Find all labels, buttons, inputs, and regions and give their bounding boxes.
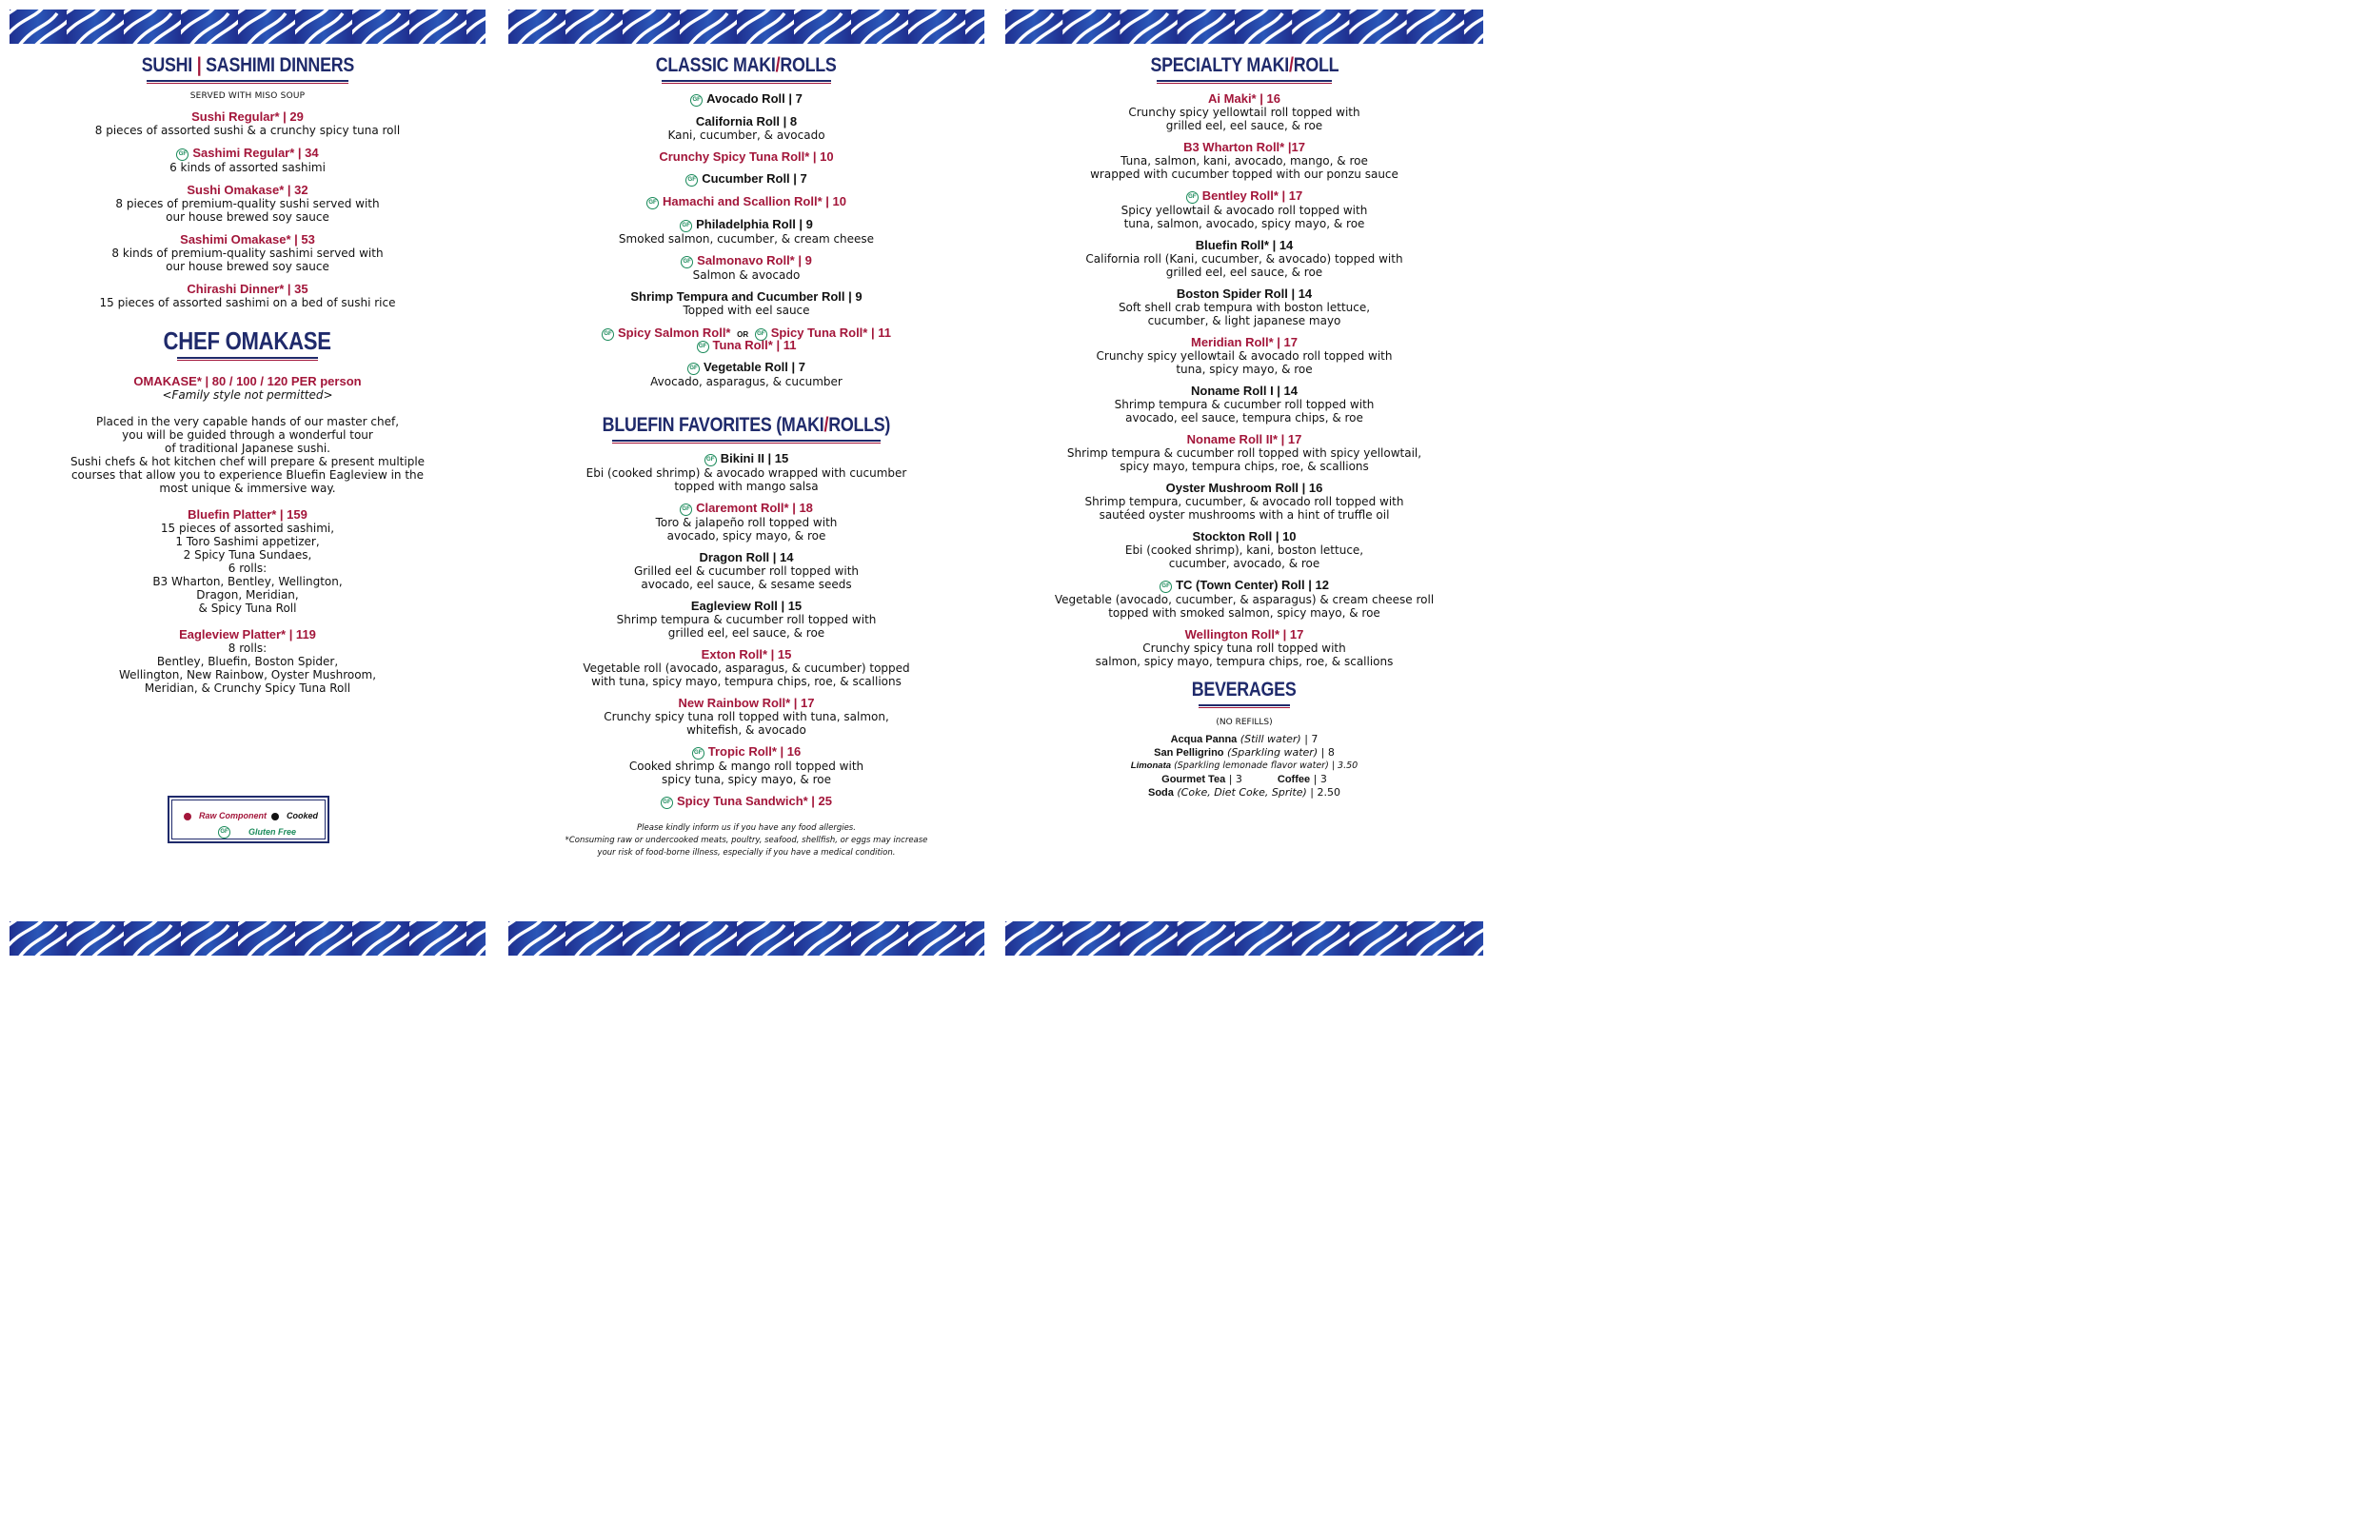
wave-banner-top bbox=[10, 10, 486, 44]
menu-item bbox=[10, 628, 486, 695]
section-heading-sushi bbox=[10, 53, 486, 84]
item-name: Philadelphia Roll | 9 bbox=[696, 217, 813, 231]
item-description: Ebi (cooked shrimp) & avocado wrapped with cucumber bbox=[585, 466, 907, 480]
item-name: TC (Town Center) Roll | 12 bbox=[1176, 578, 1329, 592]
menu-item bbox=[1005, 239, 1483, 279]
item-name: Sashimi Regular* | 34 bbox=[192, 146, 319, 160]
item-description: whitefish, & avocado bbox=[686, 723, 806, 737]
item-description: spicy tuna, spicy mayo, & roe bbox=[661, 773, 831, 786]
heading-text: ROLL bbox=[1293, 54, 1339, 76]
omakase-price: OMAKASE* | 80 / 100 / 120 PER person bbox=[133, 374, 362, 388]
item-description: Smoked salmon, cucumber, & cream cheese bbox=[618, 232, 875, 246]
item-description: Shrimp tempura & cucumber roll topped with spicy yellowtail, bbox=[1066, 446, 1422, 460]
item-description: wrapped with cucumber topped with our ponzu sauce bbox=[1090, 168, 1398, 181]
item-description: tuna, spicy mayo, & roe bbox=[1176, 363, 1313, 376]
menu-item bbox=[508, 290, 984, 317]
gluten-free-icon: GF bbox=[218, 826, 230, 839]
menu-item bbox=[508, 648, 984, 688]
heading-separator: / bbox=[1288, 54, 1294, 76]
item-description: Cooked shrimp & mango roll topped with bbox=[628, 760, 864, 773]
item-name: B3 Wharton Roll* |17 bbox=[1183, 140, 1305, 154]
menu-item bbox=[508, 452, 984, 493]
item-name: Hamachi and Scallion Roll* | 10 bbox=[663, 194, 846, 208]
item-description: California roll (Kani, cucumber, & avocado) topped with bbox=[1085, 252, 1403, 266]
menu-item bbox=[508, 745, 984, 786]
item-description: Avocado, asparagus, & cucumber bbox=[650, 375, 843, 388]
menu-item bbox=[1005, 482, 1483, 522]
item-description: grilled eel, eel sauce, & roe bbox=[667, 626, 825, 640]
beverage-item: Acqua Panna (Still water) | 7 bbox=[1170, 733, 1319, 745]
heading-underline bbox=[147, 80, 348, 84]
section-heading-chef-omakase bbox=[10, 326, 486, 361]
item-description: 6 kinds of assorted sashimi bbox=[169, 161, 326, 174]
item-description: 15 pieces of assorted sashimi on a bed of sushi rice bbox=[99, 296, 396, 309]
item-description: topped with smoked salmon, spicy mayo, & roe bbox=[1108, 606, 1380, 620]
heading-text: BEVERAGES bbox=[1192, 679, 1297, 701]
item-name: Dragon Roll | 14 bbox=[699, 550, 794, 564]
served-note: SERVED WITH MISO SOUP bbox=[189, 91, 306, 101]
omakase-note: <Family style not permitted> bbox=[162, 388, 333, 402]
heading-text: CLASSIC MAKI bbox=[656, 54, 776, 76]
item-name: Ai Maki* | 16 bbox=[1208, 91, 1280, 106]
item-description: salmon, spicy mayo, tempura chips, roe, & scallions bbox=[1095, 655, 1394, 668]
gluten-free-icon: GF bbox=[704, 454, 717, 466]
item-description: Toro & jalapeño roll topped with bbox=[655, 516, 838, 529]
item-name: Tropic Roll* | 16 bbox=[707, 744, 802, 759]
beverage-item: San Pelligrino (Sparkling water) | 8 bbox=[1154, 746, 1335, 759]
heading-underline bbox=[1199, 704, 1290, 708]
item-description: tuna, salmon, avocado, spicy mayo, & roe bbox=[1123, 217, 1365, 230]
menu-item bbox=[508, 195, 984, 209]
omakase-description: Placed in the very capable hands of our master chef, you will be guided through a wonderful tour of traditional Japanese sushi. Sushi chefs & hot kitchen chef will prepare & present multiple courses that allow you to experience Bluefin Eagleview in the most unique & immersive way. bbox=[69, 415, 426, 495]
menu-item bbox=[508, 795, 984, 809]
item-description: Shrimp tempura & cucumber roll topped with bbox=[1114, 398, 1375, 411]
item-name: Shrimp Tempura and Cucumber Roll | 9 bbox=[630, 289, 863, 304]
item-description: 15 pieces of assorted sashimi, bbox=[160, 522, 335, 535]
item-description: sautéed oyster mushrooms with a hint of truffle oil bbox=[1099, 508, 1390, 522]
item-name: Salmonavo Roll* | 9 bbox=[697, 253, 812, 267]
section-heading-classic bbox=[508, 53, 984, 84]
favorites-list bbox=[508, 452, 984, 809]
menu-item bbox=[1005, 189, 1483, 230]
heading-text: SASHIMI DINNERS bbox=[205, 54, 354, 76]
item-description: avocado, eel sauce, & sesame seeds bbox=[641, 578, 852, 591]
heading-separator: | bbox=[196, 54, 202, 76]
menu-item bbox=[508, 172, 984, 187]
item-name: Vegetable Roll | 7 bbox=[704, 360, 805, 374]
item-description: Tuna, salmon, kani, avocado, mango, & roe bbox=[1121, 154, 1368, 168]
or-label: OR bbox=[737, 330, 749, 339]
menu-item bbox=[508, 697, 984, 737]
menu-item bbox=[10, 233, 486, 273]
menu-item bbox=[508, 150, 984, 164]
heading-underline bbox=[662, 80, 831, 84]
dinner-list bbox=[10, 110, 486, 309]
item-description: grilled eel, eel sauce, & roe bbox=[1165, 266, 1323, 279]
gluten-free-icon: GF bbox=[602, 328, 614, 341]
item-description: Dragon, Meridian, bbox=[196, 588, 299, 602]
item-description: cucumber, avocado, & roe bbox=[1168, 557, 1320, 570]
item-name: Claremont Roll* | 18 bbox=[696, 501, 813, 515]
item-name: Cucumber Roll | 7 bbox=[702, 171, 807, 186]
heading-separator: / bbox=[775, 54, 781, 76]
menu-item bbox=[10, 283, 486, 309]
specialty-roll-list bbox=[1005, 92, 1483, 668]
no-refills-note: (NO REFILLS) bbox=[1216, 718, 1273, 727]
heading-text: SUSHI bbox=[141, 54, 192, 76]
beverage-list bbox=[1005, 733, 1483, 800]
item-description: our house brewed soy sauce bbox=[166, 260, 329, 273]
menu-item bbox=[508, 502, 984, 543]
legend-raw-label: Raw Component bbox=[199, 811, 267, 820]
menu-item bbox=[1005, 141, 1483, 181]
menu-item bbox=[508, 254, 984, 282]
item-description: 8 pieces of premium-quality sushi served with bbox=[115, 197, 380, 210]
menu-item bbox=[1005, 287, 1483, 327]
classic-maki-section bbox=[508, 51, 984, 859]
wave-banner-bottom bbox=[508, 921, 984, 956]
gluten-free-icon: GF bbox=[1186, 191, 1199, 204]
item-name: New Rainbow Roll* | 17 bbox=[678, 696, 815, 710]
item-description: 8 kinds of premium-quality sashimi served with bbox=[111, 247, 384, 260]
heading-text: SPECIALTY MAKI bbox=[1150, 54, 1289, 76]
item-description: Soft shell crab tempura with boston lettuce, bbox=[1118, 301, 1371, 314]
item-name: California Roll | 8 bbox=[695, 114, 798, 128]
item-description: 1 Toro Sashimi appetizer, bbox=[175, 535, 320, 548]
item-name: Bentley Roll* | 17 bbox=[1201, 188, 1303, 203]
gluten-free-icon: GF bbox=[685, 174, 698, 187]
item-description: avocado, spicy mayo, & roe bbox=[666, 529, 826, 543]
tuna-roll: Tuna Roll* | 11 bbox=[712, 338, 797, 352]
specialty-maki-section bbox=[1005, 51, 1483, 800]
item-description: Shrimp tempura & cucumber roll topped with bbox=[616, 613, 877, 626]
item-description: Grilled eel & cucumber roll topped with bbox=[633, 564, 860, 578]
menu-item bbox=[508, 115, 984, 142]
gluten-free-icon: GF bbox=[661, 797, 673, 809]
legend-cooked-label: Cooked bbox=[287, 811, 319, 820]
menu-item bbox=[1005, 530, 1483, 570]
item-description: 2 Spicy Tuna Sundaes, bbox=[183, 548, 312, 562]
menu-panel-middle bbox=[508, 0, 984, 966]
menu-panel-left bbox=[10, 0, 486, 966]
menu-item bbox=[1005, 336, 1483, 376]
item-name: Sushi Omakase* | 32 bbox=[187, 183, 308, 197]
menu-item bbox=[508, 361, 984, 388]
item-description: our house brewed soy sauce bbox=[166, 210, 329, 224]
heading-underline bbox=[177, 357, 318, 361]
item-description: avocado, eel sauce, tempura chips, & roe bbox=[1125, 411, 1363, 424]
item-name: Sashimi Omakase* | 53 bbox=[180, 232, 315, 247]
item-name: Spicy Tuna Sandwich* | 25 bbox=[676, 794, 833, 808]
heading-text: CHEF OMAKASE bbox=[163, 326, 332, 355]
heading-text: ROLLS bbox=[780, 54, 837, 76]
gluten-free-icon: GF bbox=[692, 747, 704, 760]
item-description: Vegetable (avocado, cucumber, & asparagus) & cream cheese roll bbox=[1054, 593, 1435, 606]
heading-underline bbox=[1157, 80, 1332, 84]
menu-panel-right bbox=[1005, 0, 1483, 966]
item-description: topped with mango salsa bbox=[674, 480, 819, 493]
sushi-sashimi-section bbox=[10, 51, 486, 695]
item-description: spicy mayo, tempura chips, roe, & scallions bbox=[1120, 460, 1369, 473]
section-heading-favorites bbox=[508, 413, 984, 444]
menu-item bbox=[10, 147, 486, 174]
menu-item bbox=[10, 184, 486, 224]
item-description: Salmon & avocado bbox=[692, 268, 801, 282]
item-description: Ebi (cooked shrimp), kani, boston lettuce, bbox=[1124, 543, 1364, 557]
item-description: with tuna, spicy mayo, tempura chips, roe, & scallions bbox=[591, 675, 902, 688]
item-name: Wellington Roll* | 17 bbox=[1184, 627, 1304, 642]
item-name: Stockton Roll | 10 bbox=[1192, 529, 1297, 543]
item-description: Meridian, & Crunchy Spicy Tuna Roll bbox=[144, 681, 351, 695]
classic-roll-list bbox=[508, 92, 984, 317]
item-description: 8 pieces of assorted sushi & a crunchy spicy tuna roll bbox=[94, 124, 401, 137]
item-description: Crunchy spicy tuna roll topped with bbox=[1142, 642, 1346, 655]
wave-banner-top bbox=[1005, 10, 1483, 44]
raw-dot-icon bbox=[184, 813, 191, 820]
item-description: Bentley, Bluefin, Boston Spider, bbox=[156, 655, 339, 668]
gluten-free-icon: GF bbox=[690, 94, 703, 107]
item-description: Kani, cucumber, & avocado bbox=[667, 128, 825, 142]
item-name: Boston Spider Roll | 14 bbox=[1176, 286, 1313, 301]
item-name: Oyster Mushroom Roll | 16 bbox=[1165, 481, 1323, 495]
menu-item bbox=[1005, 385, 1483, 424]
menu-item bbox=[10, 110, 486, 137]
item-description: Crunchy spicy tuna roll topped with tuna, salmon, bbox=[604, 710, 889, 723]
item-name: Crunchy Spicy Tuna Roll* | 10 bbox=[659, 149, 834, 164]
menu-item bbox=[508, 551, 984, 591]
item-description: Spicy yellowtail & avocado roll topped with bbox=[1121, 204, 1368, 217]
menu-item bbox=[10, 508, 486, 615]
menu-item bbox=[508, 600, 984, 640]
item-description: cucumber, & light japanese mayo bbox=[1147, 314, 1341, 327]
item-description: B3 Wharton, Bentley, Wellington, bbox=[152, 575, 343, 588]
menu-item bbox=[1005, 628, 1483, 668]
menu-item bbox=[1005, 579, 1483, 620]
heading-text: ROLLS) bbox=[828, 414, 891, 436]
item-description: Crunchy spicy yellowtail roll topped with bbox=[1128, 106, 1360, 119]
legend-gf-label: Gluten Free bbox=[248, 827, 297, 837]
gluten-free-icon: GF bbox=[646, 197, 659, 209]
legend-box bbox=[168, 796, 329, 843]
heading-underline bbox=[612, 440, 881, 444]
item-name: Noname Roll I | 14 bbox=[1191, 384, 1298, 398]
item-name: Bluefin Platter* | 159 bbox=[188, 507, 307, 522]
wave-banner-bottom bbox=[10, 921, 486, 956]
menu-item bbox=[1005, 92, 1483, 132]
item-name: Eagleview Platter* | 119 bbox=[179, 627, 316, 642]
item-name: Bikini II | 15 bbox=[720, 451, 789, 465]
item-name: Noname Roll II* | 17 bbox=[1186, 432, 1302, 446]
wave-banner-bottom bbox=[1005, 921, 1483, 956]
item-description: 6 rolls: bbox=[228, 562, 268, 575]
item-description: grilled eel, eel sauce, & roe bbox=[1165, 119, 1323, 132]
menu-item bbox=[508, 92, 984, 107]
item-description: 8 rolls: bbox=[228, 642, 268, 655]
gluten-free-icon: GF bbox=[176, 148, 188, 161]
gluten-free-icon: GF bbox=[681, 256, 693, 268]
item-name: Bluefin Roll* | 14 bbox=[1195, 238, 1294, 252]
cooked-dot-icon bbox=[271, 813, 279, 820]
item-name: Eagleview Roll | 15 bbox=[690, 599, 803, 613]
item-name: Sushi Regular* | 29 bbox=[191, 109, 304, 124]
item-description: Topped with eel sauce bbox=[683, 304, 810, 317]
beverage-item: Limonata (Sparkling lemonade flavor water) | 3.50 bbox=[1130, 760, 1359, 771]
gluten-free-icon: GF bbox=[680, 503, 692, 516]
spicy-roll-choice bbox=[508, 326, 984, 353]
beverage-item: Gourmet Tea | 3 Coffee | 3 bbox=[1161, 773, 1327, 785]
item-name: Chirashi Dinner* | 35 bbox=[187, 282, 308, 296]
platter-list bbox=[10, 508, 486, 695]
spicy-tuna-roll: Spicy Tuna Roll* | 11 bbox=[770, 326, 891, 340]
heading-text: BLUEFIN FAVORITES (MAKI bbox=[602, 414, 824, 436]
heading-separator: / bbox=[823, 414, 829, 436]
menu-item bbox=[1005, 433, 1483, 473]
item-description: Shrimp tempura, cucumber, & avocado roll topped with bbox=[1084, 495, 1404, 508]
section-heading-specialty bbox=[1005, 53, 1483, 84]
item-description: & Spicy Tuna Roll bbox=[198, 602, 297, 615]
item-description: Vegetable roll (avocado, asparagus, & cucumber) topped bbox=[583, 661, 910, 675]
gluten-free-icon: GF bbox=[687, 363, 700, 375]
gluten-free-icon: GF bbox=[755, 328, 767, 341]
gluten-free-icon: GF bbox=[697, 341, 709, 353]
gluten-free-icon: GF bbox=[1160, 581, 1172, 593]
wave-banner-top bbox=[508, 10, 984, 44]
allergy-disclaimer: Please kindly inform us if you have any food allergies. *Consuming raw or undercooked meats, poultry, seafood, shellfish, or eggs may increase your risk of food-borne illness, especially if you have a medical condition. bbox=[565, 823, 928, 858]
item-name: Meridian Roll* | 17 bbox=[1191, 335, 1298, 349]
item-description: Crunchy spicy yellowtail & avocado roll topped with bbox=[1096, 349, 1393, 363]
section-heading-beverages bbox=[1005, 678, 1483, 708]
item-name: Exton Roll* | 15 bbox=[701, 647, 792, 661]
gluten-free-icon: GF bbox=[680, 220, 692, 232]
beverage-item: Soda (Coke, Diet Coke, Sprite) | 2.50 bbox=[1147, 786, 1340, 799]
spicy-salmon-roll: Spicy Salmon Roll* bbox=[618, 326, 731, 340]
menu-item bbox=[508, 218, 984, 246]
item-description: Wellington, New Rainbow, Oyster Mushroom, bbox=[118, 668, 377, 681]
item-name: Avocado Roll | 7 bbox=[706, 91, 803, 106]
